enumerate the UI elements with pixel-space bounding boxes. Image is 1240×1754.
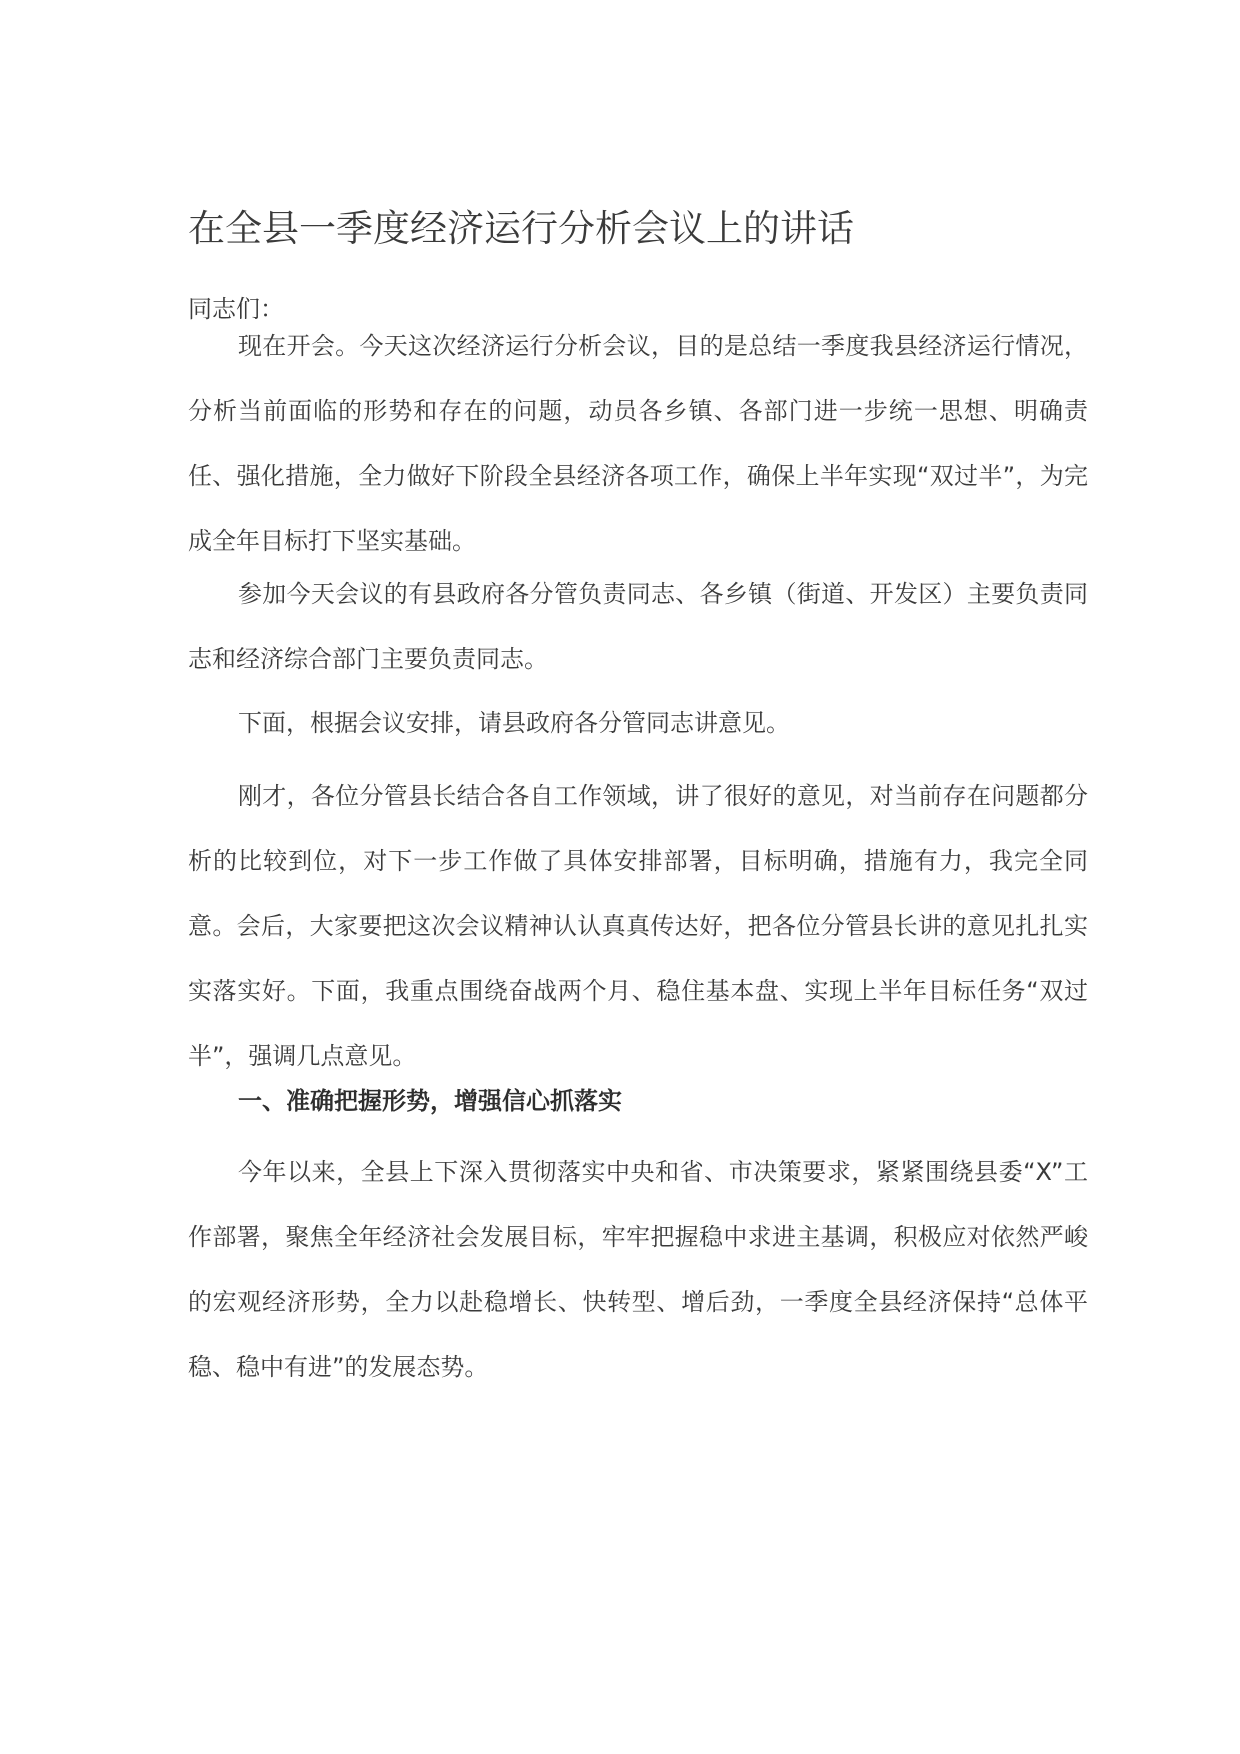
paragraph-summary: 刚才，各位分管县长结合各自工作领域，讲了很好的意见，对当前存在问题都分析的比较到位，对下一步工作做了具体安排部署，目标明确，措施有力，我完全同意。会后，大家要把这次会议精神认认真真传达好，把各位分管县长讲的意见扎扎实实落实好。下面，我重点围绕奋战两个月、稳住基本盘、实现上半年目标任务“双过半”，强调几点意见。 bbox=[188, 782, 1088, 1070]
paragraph-arrangement: 下面，根据会议安排，请县政府各分管同志讲意见。 bbox=[238, 709, 790, 737]
paragraph-opening: 现在开会。今天这次经济运行分析会议，目的是总结一季度我县经济运行情况，分析当前面临的形势和存在的问题，动员各乡镇、各部门进一步统一思想、明确责任、强化措施，全力做好下阶段全县经济各项工作，确保上半年实现“双过半”，为完成全年目标打下坚实基础。 bbox=[188, 332, 1088, 555]
paragraph-section-1: 今年以来，全县上下深入贯彻落实中央和省、市决策要求，紧紧围绕县委“X”工作部署，聚焦全年经济社会发展目标，牢牢把握稳中求进主基调，积极应对依然严峻的宏观经济形势，全力以赴稳增长、快转型、增后劲，一季度全县经济保持“总体平稳、稳中有进”的发展态势。 bbox=[188, 1158, 1088, 1381]
section-heading: 一、准确把握形势，增强信心抓落实 bbox=[238, 1087, 622, 1115]
paragraph-attendees: 参加今天会议的有县政府各分管负责同志、各乡镇（街道、开发区）主要负责同志和经济综合部门主要负责同志。 bbox=[188, 580, 1088, 673]
document-title: 在全县一季度经济运行分析会议上的讲话 bbox=[188, 207, 854, 250]
salutation: 同志们： bbox=[188, 295, 284, 323]
